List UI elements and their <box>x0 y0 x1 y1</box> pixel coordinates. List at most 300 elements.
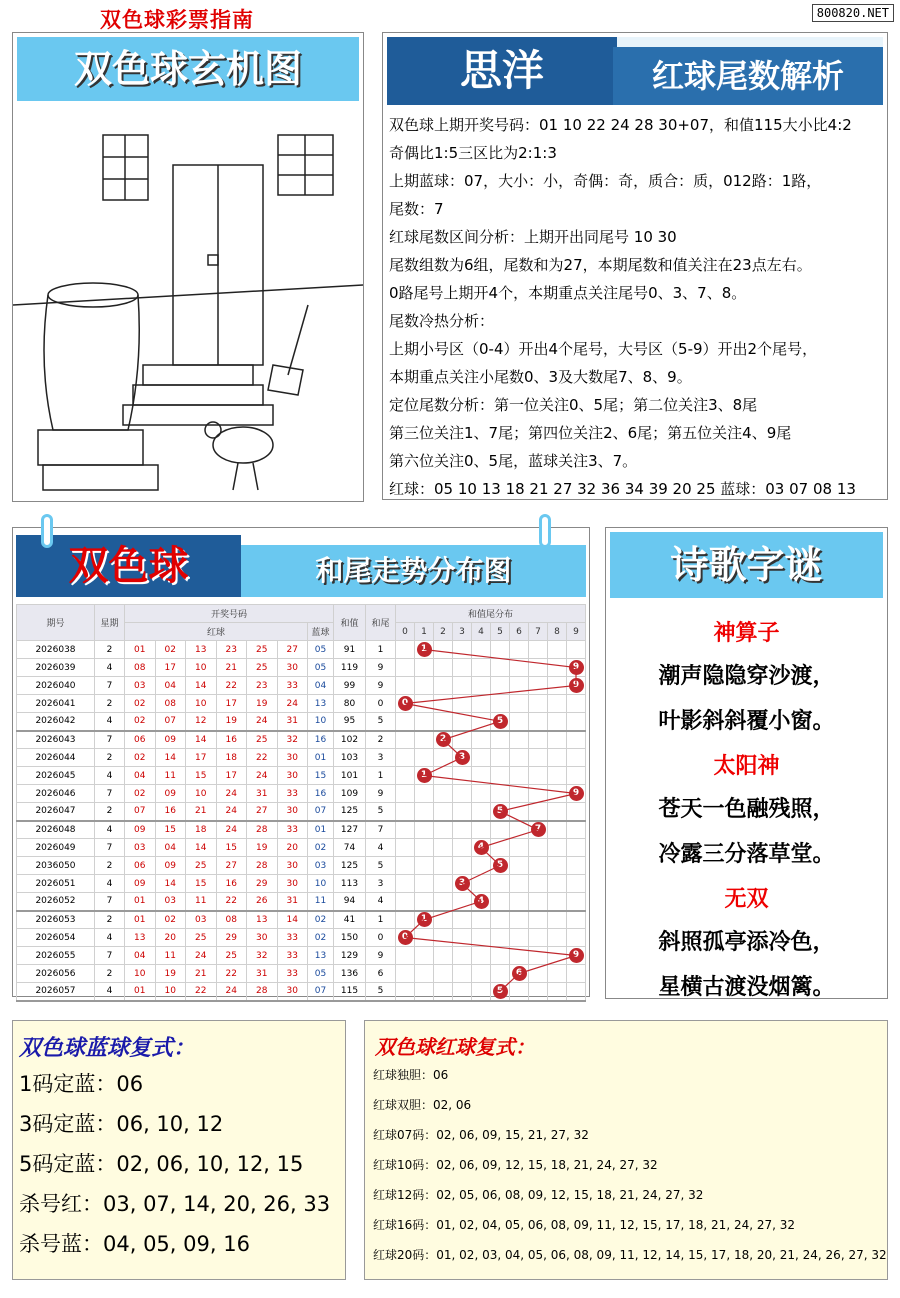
tail-empty-cell <box>396 785 415 803</box>
tail-marker-ball: 1 <box>417 642 432 657</box>
blue-ball-cell: 01 <box>308 749 334 767</box>
blue-ball-cell: 15 <box>308 767 334 785</box>
analysis-line: 红球：05 10 13 18 21 27 32 36 34 39 20 25 蓝球：03 07 08 13 <box>389 480 856 498</box>
week-cell: 4 <box>95 821 125 839</box>
tail-marker <box>396 929 415 947</box>
digit-header: 1 <box>415 623 434 641</box>
red-ball-cell: 24 <box>216 803 247 821</box>
xuanji-title: 双色球玄机图 <box>17 37 359 101</box>
tail-empty-cell <box>415 947 434 965</box>
tail-empty-cell <box>567 713 586 731</box>
sum-cell: 136 <box>334 965 366 983</box>
tail-empty-cell <box>510 821 529 839</box>
tail-empty-cell <box>491 767 510 785</box>
trend-clip-right <box>539 514 551 548</box>
red-ball-cell: 21 <box>186 803 217 821</box>
trend-row <box>17 749 586 767</box>
tail-empty-cell <box>567 749 586 767</box>
tail-empty-cell <box>472 785 491 803</box>
red-ball-cell: 30 <box>277 767 308 785</box>
period-cell: 2026053 <box>17 911 95 929</box>
tail-empty-cell <box>529 893 548 911</box>
red-ball-cell: 22 <box>216 677 247 695</box>
tail-empty-cell <box>396 659 415 677</box>
red-ball-cell: 20 <box>277 839 308 857</box>
col-sum: 和值 <box>334 605 366 641</box>
tail-empty-cell <box>529 929 548 947</box>
blue-ball-cell: 16 <box>308 731 334 749</box>
period-cell: 2026039 <box>17 659 95 677</box>
red-ball-cell: 02 <box>125 749 156 767</box>
red-ball-cell: 33 <box>277 785 308 803</box>
tail-empty-cell <box>510 731 529 749</box>
site-tag[interactable]: 800820.NET <box>812 4 894 22</box>
tail-empty-cell <box>491 893 510 911</box>
tail-empty-cell <box>453 641 472 659</box>
tail-empty-cell <box>415 803 434 821</box>
trend-row <box>17 947 586 965</box>
tail-empty-cell <box>396 713 415 731</box>
tail-marker <box>529 821 548 839</box>
col-blue: 蓝球 <box>308 623 334 641</box>
tail-empty-cell <box>491 749 510 767</box>
poem-line: 冷露三分落草堂。 <box>658 841 835 867</box>
tail-marker-ball: 1 <box>417 912 432 927</box>
red-ball-cell: 09 <box>125 821 156 839</box>
tail-cell: 4 <box>366 839 396 857</box>
red-ball-cell: 01 <box>125 893 156 911</box>
red-ball-cell: 25 <box>186 857 217 875</box>
tail-empty-cell <box>510 983 529 1001</box>
tail-empty-cell <box>548 911 567 929</box>
red-ball-cell: 03 <box>186 911 217 929</box>
period-cell: 2026038 <box>17 641 95 659</box>
blue-complex-panel <box>12 1020 346 1280</box>
tail-empty-cell <box>548 803 567 821</box>
red-ball-cell: 25 <box>186 929 217 947</box>
sum-cell: 103 <box>334 749 366 767</box>
sum-cell: 80 <box>334 695 366 713</box>
red-ball-cell: 15 <box>186 767 217 785</box>
blue-ball-cell: 05 <box>308 965 334 983</box>
tail-empty-cell <box>548 785 567 803</box>
tail-empty-cell <box>453 821 472 839</box>
digit-header: 3 <box>453 623 472 641</box>
period-cell: 2026047 <box>17 803 95 821</box>
red-ball-cell: 10 <box>155 983 186 1001</box>
red-complex-line: 红球12码：02, 05, 06, 08, 09, 12, 15, 18, 21, 24, 27, 32 <box>373 1188 704 1202</box>
red-ball-cell: 14 <box>155 749 186 767</box>
tail-cell: 3 <box>366 875 396 893</box>
tail-empty-cell <box>548 677 567 695</box>
tail-marker-ball: 0 <box>398 696 413 711</box>
tail-marker <box>510 965 529 983</box>
red-complex-line: 红球10码：02, 06, 09, 12, 15, 18, 21, 24, 27, 32 <box>373 1158 658 1172</box>
sum-cell: 101 <box>334 767 366 785</box>
tail-empty-cell <box>491 839 510 857</box>
tail-empty-cell <box>472 947 491 965</box>
trend-row <box>17 677 586 695</box>
tail-empty-cell <box>510 803 529 821</box>
tail-empty-cell <box>415 983 434 1001</box>
xuanji-illustration <box>13 105 363 495</box>
tail-empty-cell <box>396 731 415 749</box>
tail-empty-cell <box>529 875 548 893</box>
tail-empty-cell <box>434 659 453 677</box>
tail-empty-cell <box>510 659 529 677</box>
red-ball-cell: 11 <box>186 893 217 911</box>
red-ball-cell: 23 <box>216 641 247 659</box>
analysis-line: 红球尾数区间分析：上期开出同尾号 10 30 <box>389 228 677 246</box>
period-cell: 2026056 <box>17 965 95 983</box>
period-cell: 2026055 <box>17 947 95 965</box>
tail-empty-cell <box>491 947 510 965</box>
tail-empty-cell <box>472 965 491 983</box>
tail-empty-cell <box>434 839 453 857</box>
red-ball-cell: 31 <box>277 893 308 911</box>
sum-cell: 94 <box>334 893 366 911</box>
red-ball-cell: 16 <box>216 875 247 893</box>
poem-panel <box>605 527 888 999</box>
red-ball-cell: 24 <box>216 785 247 803</box>
tail-empty-cell <box>567 767 586 785</box>
period-cell: 2026041 <box>17 695 95 713</box>
page-banner-title: 双色球彩票指南 <box>100 4 254 34</box>
red-ball-cell: 33 <box>277 929 308 947</box>
poem-title: 诗歌字谜 <box>610 532 883 598</box>
analysis-line: 定位尾数分析：第一位关注0、5尾；第二位关注3、8尾 <box>389 396 758 414</box>
red-ball-cell: 02 <box>125 695 156 713</box>
sum-cell: 127 <box>334 821 366 839</box>
analysis-line: 尾数：7 <box>389 200 444 218</box>
tail-empty-cell <box>548 947 567 965</box>
tail-empty-cell <box>396 803 415 821</box>
red-ball-cell: 22 <box>216 893 247 911</box>
tail-empty-cell <box>548 659 567 677</box>
tail-cell: 9 <box>366 947 396 965</box>
sum-cell: 102 <box>334 731 366 749</box>
tail-empty-cell <box>529 641 548 659</box>
tail-marker <box>567 785 586 803</box>
red-ball-cell: 31 <box>247 965 278 983</box>
red-ball-cell: 21 <box>186 965 217 983</box>
red-ball-cell: 19 <box>247 839 278 857</box>
tail-empty-cell <box>453 695 472 713</box>
red-ball-cell: 29 <box>247 875 278 893</box>
tail-empty-cell <box>491 785 510 803</box>
red-ball-cell: 02 <box>155 641 186 659</box>
tail-empty-cell <box>453 803 472 821</box>
analysis-brand: 思洋 <box>387 37 617 105</box>
blue-ball-cell: 02 <box>308 929 334 947</box>
tail-empty-cell <box>472 983 491 1001</box>
tail-empty-cell <box>548 839 567 857</box>
tail-empty-cell <box>434 713 453 731</box>
tail-cell: 5 <box>366 713 396 731</box>
red-ball-cell: 01 <box>125 983 156 1001</box>
tail-empty-cell <box>529 677 548 695</box>
red-ball-cell: 06 <box>125 857 156 875</box>
tail-marker-ball: 1 <box>417 768 432 783</box>
red-ball-cell: 13 <box>186 641 217 659</box>
tail-empty-cell <box>453 965 472 983</box>
tail-empty-cell <box>491 929 510 947</box>
red-complex-line: 红球20码：01, 02, 03, 04, 05, 06, 08, 09, 11, 12, 14, 15, 17, 18, 20, 21, 24, 26, 27, 32 <box>373 1248 887 1262</box>
tail-empty-cell <box>434 641 453 659</box>
red-ball-cell: 10 <box>186 695 217 713</box>
red-ball-cell: 06 <box>125 731 156 749</box>
analysis-line: 奇偶比1:5三区比为2:1:3 <box>389 144 557 162</box>
tail-marker <box>491 713 510 731</box>
tail-empty-cell <box>567 965 586 983</box>
tail-empty-cell <box>396 893 415 911</box>
tail-empty-cell <box>567 875 586 893</box>
red-ball-cell: 14 <box>277 911 308 929</box>
tail-empty-cell <box>529 947 548 965</box>
col-tail: 和尾 <box>366 605 396 641</box>
tail-marker <box>491 983 510 1001</box>
tail-empty-cell <box>472 713 491 731</box>
red-complex-line: 红球07码：02, 06, 09, 15, 21, 27, 32 <box>373 1128 589 1142</box>
trend-row <box>17 785 586 803</box>
tail-empty-cell <box>510 749 529 767</box>
red-ball-cell: 30 <box>277 749 308 767</box>
tail-empty-cell <box>472 731 491 749</box>
red-ball-cell: 17 <box>186 749 217 767</box>
sum-cell: 95 <box>334 713 366 731</box>
trend-row <box>17 983 586 1001</box>
tail-empty-cell <box>567 731 586 749</box>
tail-empty-cell <box>415 731 434 749</box>
week-cell: 2 <box>95 965 125 983</box>
trend-row <box>17 929 586 947</box>
tail-cell: 1 <box>366 911 396 929</box>
red-complex-line: 红球双胆：02, 06 <box>373 1098 472 1112</box>
xuanji-panel <box>12 32 364 502</box>
blue-ball-cell: 07 <box>308 803 334 821</box>
tail-empty-cell <box>491 911 510 929</box>
week-cell: 4 <box>95 929 125 947</box>
tail-empty-cell <box>567 983 586 1001</box>
tail-marker <box>415 911 434 929</box>
red-ball-cell: 33 <box>277 947 308 965</box>
tail-empty-cell <box>434 749 453 767</box>
red-ball-cell: 09 <box>155 785 186 803</box>
trend-row <box>17 821 586 839</box>
tail-empty-cell <box>510 839 529 857</box>
blue-ball-cell: 10 <box>308 713 334 731</box>
tail-empty-cell <box>453 839 472 857</box>
tail-empty-cell <box>434 929 453 947</box>
week-cell: 4 <box>95 659 125 677</box>
tail-empty-cell <box>567 893 586 911</box>
blue-ball-cell: 02 <box>308 839 334 857</box>
tail-marker <box>472 839 491 857</box>
digit-header: 6 <box>510 623 529 641</box>
tail-marker-ball: 9 <box>569 660 584 675</box>
tail-empty-cell <box>415 677 434 695</box>
tail-marker-ball: 5 <box>493 804 508 819</box>
col-dist: 和值尾分布 <box>396 605 586 623</box>
trend-row <box>17 695 586 713</box>
red-ball-cell: 24 <box>247 713 278 731</box>
trend-row <box>17 911 586 929</box>
blue-ball-cell: 05 <box>308 659 334 677</box>
tail-empty-cell <box>453 893 472 911</box>
tail-empty-cell <box>415 875 434 893</box>
tail-empty-cell <box>396 839 415 857</box>
tail-empty-cell <box>453 731 472 749</box>
tail-empty-cell <box>453 983 472 1001</box>
tail-marker-ball: 6 <box>512 966 527 981</box>
red-ball-cell: 24 <box>216 821 247 839</box>
tail-empty-cell <box>491 641 510 659</box>
tail-empty-cell <box>529 695 548 713</box>
tail-empty-cell <box>567 641 586 659</box>
red-ball-cell: 28 <box>247 821 278 839</box>
week-cell: 7 <box>95 947 125 965</box>
tail-empty-cell <box>396 677 415 695</box>
red-ball-cell: 24 <box>277 695 308 713</box>
tail-empty-cell <box>510 893 529 911</box>
red-ball-cell: 19 <box>155 965 186 983</box>
tail-empty-cell <box>434 803 453 821</box>
red-complex-line: 红球独胆：06 <box>373 1068 449 1082</box>
trend-row <box>17 803 586 821</box>
sum-cell: 125 <box>334 857 366 875</box>
red-ball-cell: 08 <box>216 911 247 929</box>
week-cell: 7 <box>95 893 125 911</box>
red-ball-cell: 33 <box>277 677 308 695</box>
tail-empty-cell <box>510 713 529 731</box>
tail-empty-cell <box>434 947 453 965</box>
red-ball-cell: 09 <box>125 875 156 893</box>
red-ball-cell: 21 <box>216 659 247 677</box>
tail-empty-cell <box>548 731 567 749</box>
tail-marker <box>567 659 586 677</box>
red-ball-cell: 16 <box>216 731 247 749</box>
red-ball-cell: 31 <box>247 785 278 803</box>
red-ball-cell: 31 <box>277 713 308 731</box>
tail-empty-cell <box>510 641 529 659</box>
red-ball-cell: 10 <box>186 785 217 803</box>
tail-marker-ball: 5 <box>493 714 508 729</box>
tail-empty-cell <box>434 695 453 713</box>
blue-ball-cell: 13 <box>308 695 334 713</box>
analysis-line: 第三位关注1、7尾；第四位关注2、6尾；第五位关注4、9尾 <box>389 424 792 442</box>
tail-empty-cell <box>472 911 491 929</box>
red-ball-cell: 28 <box>247 857 278 875</box>
week-cell: 4 <box>95 983 125 1001</box>
tail-marker <box>567 677 586 695</box>
tail-empty-cell <box>415 695 434 713</box>
sum-cell: 119 <box>334 659 366 677</box>
week-cell: 2 <box>95 911 125 929</box>
tail-empty-cell <box>396 821 415 839</box>
red-ball-cell: 04 <box>155 839 186 857</box>
digit-header: 4 <box>472 623 491 641</box>
tail-empty-cell <box>434 677 453 695</box>
tail-empty-cell <box>472 857 491 875</box>
period-cell: 2026046 <box>17 785 95 803</box>
tail-empty-cell <box>548 929 567 947</box>
tail-cell: 7 <box>366 821 396 839</box>
analysis-panel <box>382 32 888 500</box>
trend-row <box>17 857 586 875</box>
period-cell: 2026048 <box>17 821 95 839</box>
blue-ball-cell: 05 <box>308 641 334 659</box>
tail-empty-cell <box>434 785 453 803</box>
tail-cell: 4 <box>366 893 396 911</box>
tail-empty-cell <box>491 875 510 893</box>
tail-empty-cell <box>529 983 548 1001</box>
week-cell: 7 <box>95 785 125 803</box>
red-ball-cell: 28 <box>247 983 278 1001</box>
red-ball-cell: 15 <box>186 875 217 893</box>
poem-line: 斜照孤亭添冷色， <box>658 929 835 955</box>
red-ball-cell: 26 <box>247 893 278 911</box>
red-ball-cell: 03 <box>155 893 186 911</box>
tail-empty-cell <box>415 785 434 803</box>
red-ball-cell: 33 <box>277 821 308 839</box>
tail-empty-cell <box>396 947 415 965</box>
tail-empty-cell <box>548 749 567 767</box>
tail-marker <box>453 749 472 767</box>
tail-empty-cell <box>415 713 434 731</box>
trend-row <box>17 875 586 893</box>
blue-ball-cell: 11 <box>308 893 334 911</box>
tail-marker <box>491 857 510 875</box>
red-ball-cell: 02 <box>125 785 156 803</box>
red-ball-cell: 11 <box>155 947 186 965</box>
tail-cell: 5 <box>366 983 396 1001</box>
trend-title-main: 双色球 <box>16 535 241 597</box>
digit-header: 2 <box>434 623 453 641</box>
tail-empty-cell <box>453 785 472 803</box>
tail-empty-cell <box>491 731 510 749</box>
red-ball-cell: 25 <box>247 731 278 749</box>
tail-empty-cell <box>472 929 491 947</box>
tail-empty-cell <box>396 911 415 929</box>
red-ball-cell: 30 <box>247 929 278 947</box>
trend-row <box>17 767 586 785</box>
tail-empty-cell <box>453 929 472 947</box>
tail-marker <box>567 947 586 965</box>
tail-empty-cell <box>472 767 491 785</box>
analysis-line: 第六位关注0、5尾，蓝球关注3、7。 <box>389 452 638 470</box>
tail-empty-cell <box>453 911 472 929</box>
tail-empty-cell <box>396 857 415 875</box>
tail-marker-ball: 0 <box>398 930 413 945</box>
tail-marker-ball: 4 <box>474 840 489 855</box>
tail-empty-cell <box>529 731 548 749</box>
tail-empty-cell <box>529 749 548 767</box>
red-ball-cell: 25 <box>247 659 278 677</box>
red-ball-cell: 02 <box>125 713 156 731</box>
week-cell: 7 <box>95 839 125 857</box>
blue-complex-line: 1码定蓝：06 <box>19 1072 144 1096</box>
blue-ball-cell: 16 <box>308 785 334 803</box>
red-ball-cell: 30 <box>277 875 308 893</box>
tail-empty-cell <box>529 803 548 821</box>
tail-empty-cell <box>548 857 567 875</box>
red-ball-cell: 08 <box>125 659 156 677</box>
red-ball-cell: 03 <box>125 839 156 857</box>
poem-heading: 神算子 <box>713 621 780 646</box>
tail-empty-cell <box>529 839 548 857</box>
blue-ball-cell: 13 <box>308 947 334 965</box>
tail-empty-cell <box>415 857 434 875</box>
